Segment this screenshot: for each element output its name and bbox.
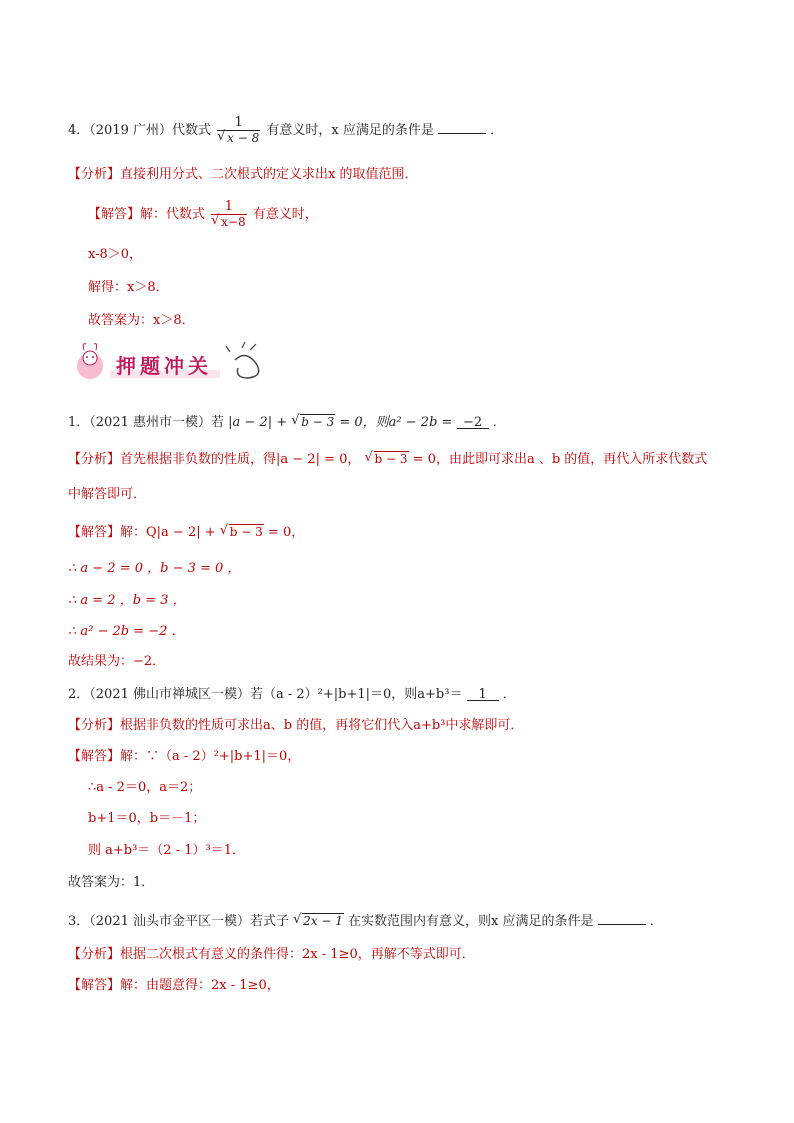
- analysis-tag: 【分析】: [68, 718, 121, 733]
- solution-tag: 【解答】: [88, 207, 141, 222]
- solution-step: x-8＞0，: [88, 247, 143, 262]
- question-3: 3．（2021 汕头市金平区一模）若式子 √ 2x − 1 在实数范围内有意义，则x 应满足的条件是 ．: [68, 910, 663, 931]
- analysis-tag: 【分析】: [68, 452, 121, 467]
- analysis-3: 【分析】根据二次根式有意义的条件得：2x - 1≥0，再解不等式即可．: [68, 947, 475, 962]
- result: 故答案为：1．: [68, 875, 155, 890]
- question-4: 4．（2019 广州）代数式 1 √ x − 8 有意义时，x 应满足的条件是 ．: [68, 116, 503, 145]
- solution-4: 【解答】解：代数式 1 √ x−8 有意义时，: [88, 200, 318, 229]
- analysis-4: [68, 166, 417, 184]
- answer-blank: 1: [467, 686, 499, 701]
- solution-tag: 【解答】: [68, 525, 121, 540]
- answer-blank: −2: [457, 414, 489, 429]
- solution-1: 【解答】解：Q|a − 2| + √ b − 3 = 0，: [68, 523, 304, 542]
- solution-step: ∴ a − 2 = 0 ，b − 3 = 0 ，: [68, 561, 241, 576]
- fraction-numerator: 1: [234, 115, 243, 130]
- radical: √ b − 3: [291, 413, 335, 431]
- solution-tag: 【解答】: [68, 749, 121, 764]
- solution-2: 【解答】解：∵（a - 2）²+|b+1|＝0，: [68, 749, 301, 764]
- analysis-1-cont: 中解答即可．: [68, 487, 147, 502]
- radical: √ 2x − 1: [293, 912, 344, 930]
- solution-step: 解得：x＞8．: [88, 280, 169, 295]
- analysis-1: 【分析】首先根据非负数的性质，得|a − 2| = 0， √ b − 3 = 0，由此即可求出a 、b 的值，再代入所求代数式: [68, 450, 707, 469]
- solution-step: ∴ a = 2 ，b = 3 ，: [68, 593, 186, 608]
- question-4-suffix: 有意义时，x 应满足的条件是: [266, 123, 434, 138]
- analysis-2: 【分析】根据非负数的性质可求出a、b 的值，再将它们代入a+b³中求解即可．: [68, 718, 524, 733]
- banner-title: 押题冲关: [116, 354, 212, 378]
- analysis-tag: 【分析】: [68, 167, 121, 182]
- solution-step: ∴a - 2＝0，a＝2；: [88, 780, 202, 795]
- answer-blank: [598, 910, 646, 925]
- analysis-tag: 【分析】: [68, 947, 121, 962]
- solution-tag: 【解答】: [68, 978, 121, 993]
- section-banner: [70, 340, 280, 388]
- fraction-denominator: √ x − 8: [217, 130, 260, 145]
- question-2: 2．（2021 佛山市禅城区一模）若（a - 2）²+|b+1|＝0，则a+b³＝ 1 ．: [68, 687, 516, 702]
- question-1: 1．（2021 惠州市一模）若 |a − 2| + √ b − 3 = 0，则a² − 2b = −2 ．: [68, 413, 506, 432]
- solution-step: b+1＝0，b＝－1；: [88, 811, 206, 826]
- fraction: [217, 116, 260, 145]
- solution-3: 【解答】解：由题意得：2x - 1≥0，: [68, 978, 280, 993]
- solution-step: 则 a+b³＝（2 - 1）³＝1．: [88, 843, 245, 858]
- question-4-prefix: 4．（2019 广州）代数式: [68, 123, 211, 138]
- analysis-text: 直接利用分式、二次根式的定义求出x 的取值范围．: [120, 167, 418, 182]
- fraction: 1 √ x−8: [211, 200, 246, 229]
- solution-step: 故答案为：x＞8．: [88, 313, 195, 328]
- result: 故结果为：−2．: [68, 654, 166, 669]
- answer-blank: [438, 119, 486, 134]
- solution-step: ∴ a² − 2b = −2 ．: [68, 624, 185, 639]
